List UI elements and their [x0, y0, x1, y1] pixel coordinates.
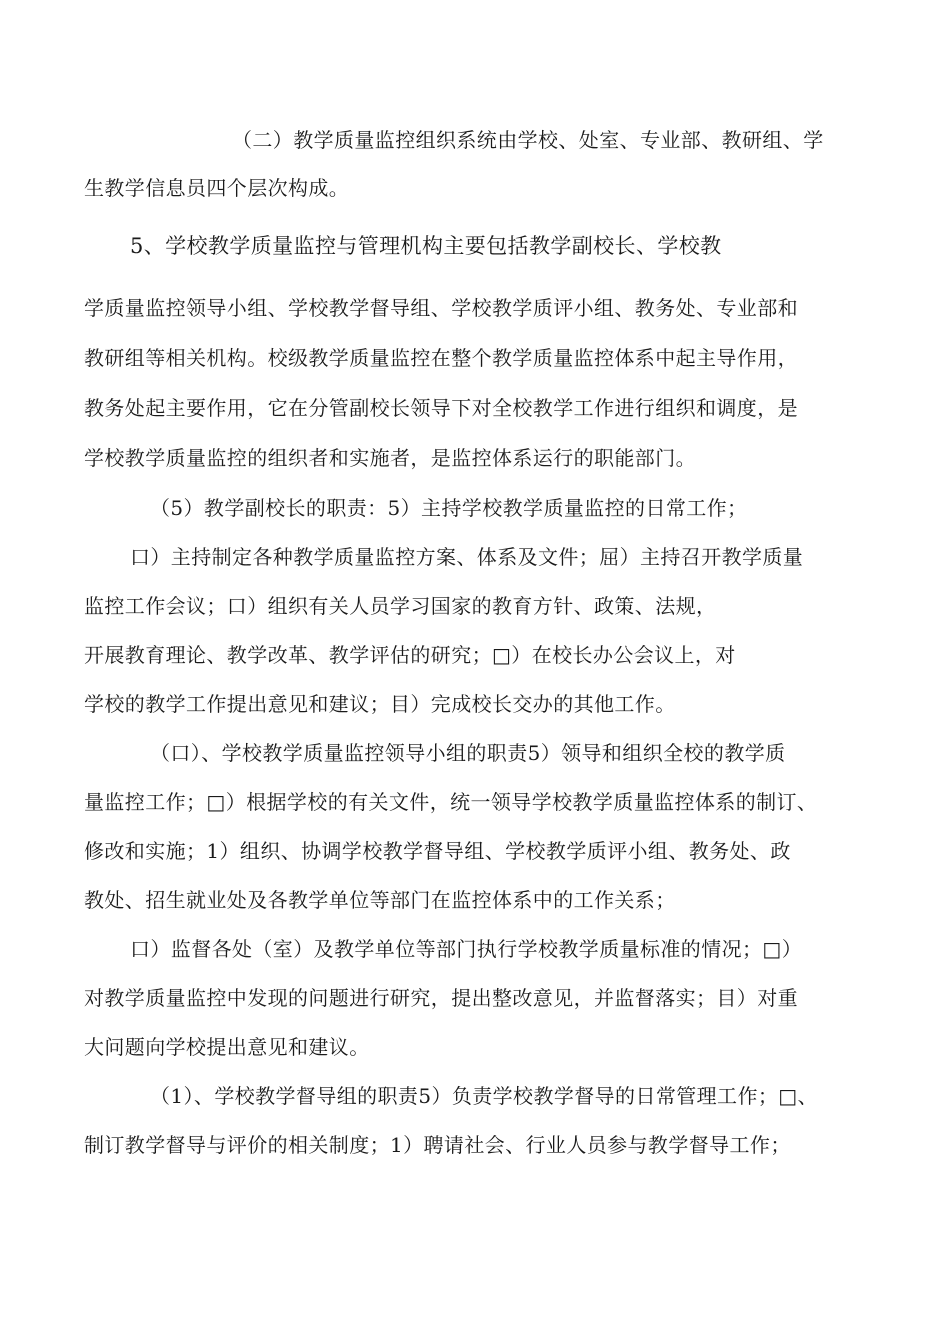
text-line: 5、学校教学质量监控与管理机构主要包括教学副校长、学校教: [130, 234, 722, 258]
text-line: 学质量监控领导小组、学校教学督导组、学校教学质评小组、教务处、专业部和: [84, 296, 798, 320]
text-line: 对教学质量监控中发现的问题进行研究，提出整改意见，并监督落实；目）对重: [84, 986, 798, 1010]
text-line: 教处、招生就业处及各教学单位等部门在监控体系中的工作关系；: [84, 888, 676, 912]
text-line: （1）、学校教学督导组的职责5）负责学校教学督导的日常管理工作；□、: [150, 1084, 818, 1108]
text-line: 制订教学督导与评价的相关制度；1）聘请社会、行业人员参与教学督导工作；: [84, 1133, 791, 1157]
text-line: （5）教学副校长的职责：5）主持学校教学质量监控的日常工作；: [150, 496, 748, 520]
text-line: 口）监督各处（室）及教学单位等部门执行学校教学质量标准的情况；□）: [130, 937, 803, 961]
text-line: （二）教学质量监控组织系统由学校、处室、专业部、教研组、学: [232, 128, 824, 152]
text-line: 学校的教学工作提出意见和建议；目）完成校长交办的其他工作。: [84, 692, 676, 716]
text-line: 大问题向学校提出意见和建议。: [84, 1035, 370, 1059]
text-line: 监控工作会议；口）组织有关人员学习国家的教育方针、政策、法规，: [84, 594, 717, 618]
text-line: 教研组等相关机构。校级教学质量监控在整个教学质量监控体系中起主导作用，: [84, 346, 798, 370]
text-line: 教务处起主要作用，它在分管副校长领导下对全校教学工作进行组织和调度，是: [84, 396, 798, 420]
text-line: 量监控工作；□）根据学校的有关文件，统一领导学校教学质量监控体系的制订、: [84, 790, 818, 814]
text-line: （口）、学校教学质量监控领导小组的职责5）领导和组织全校的教学质: [150, 741, 786, 765]
text-line: 学校教学质量监控的组织者和实施者，是监控体系运行的职能部门。: [84, 446, 696, 470]
text-line: 修改和实施；1）组织、协调学校教学督导组、学校教学质评小组、教务处、政: [84, 839, 791, 863]
text-line: 开展教育理论、教学改革、教学评估的研究；□）在校长办公会议上，对: [84, 643, 736, 667]
text-line: 口）主持制定各种教学质量监控方案、体系及文件；屈）主持召开教学质量: [130, 545, 804, 569]
text-line: 生教学信息员四个层次构成。: [84, 176, 350, 200]
